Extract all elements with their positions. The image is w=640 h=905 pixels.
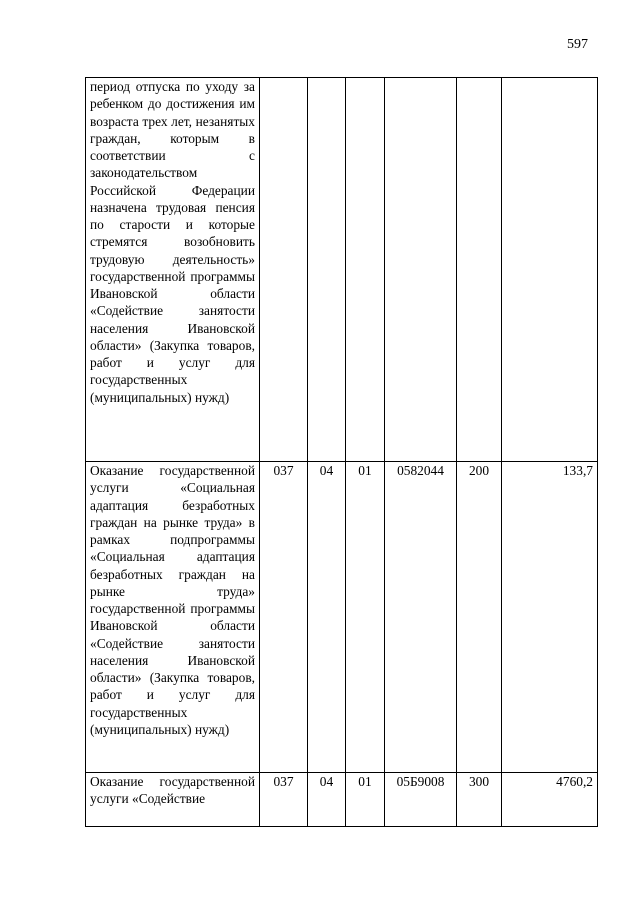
page-number: 597 xyxy=(567,37,588,52)
subsection-code: 01 xyxy=(346,773,385,827)
section-code: 04 xyxy=(308,462,346,773)
row-description: период отпуска по уходу за ребенком до достижения им возраста трех лет, незанятых граждан, которым в соответствии с законодательством Российской Федерации назначена трудовая пенсия по старости и которые стремятся возобновить трудовую деятельность» государственной программы Ивановской области «Содействие занятости населения Ивановской области» (Закупка товаров, работ и услуг для государственных (муниципальных) нужд) xyxy=(86,78,260,462)
subsection-code xyxy=(346,78,385,462)
ministry-code xyxy=(260,78,308,462)
amount xyxy=(502,78,598,462)
budget-table xyxy=(85,77,598,827)
row-description: Оказание государственной услуги «Социальная адаптация безработных граждан на рынке труда» в рамках подпрограммы «Социальная адаптация безработных граждан на рынке труда» государственной программы Ивановской области «Содействие занятости населения Ивановской области» (Закупка товаров, работ и услуг для государственных (муниципальных) нужд) xyxy=(86,462,260,773)
target-article-code: 05Б9008 xyxy=(385,773,457,827)
table-row xyxy=(86,78,598,462)
target-article-code xyxy=(385,78,457,462)
subsection-code: 01 xyxy=(346,462,385,773)
section-code xyxy=(308,78,346,462)
expense-type-code: 300 xyxy=(457,773,502,827)
row-description: Оказание государственной услуги «Содействие xyxy=(86,773,260,827)
target-article-code: 0582044 xyxy=(385,462,457,773)
table-row xyxy=(86,773,598,827)
section-code: 04 xyxy=(308,773,346,827)
ministry-code: 037 xyxy=(260,773,308,827)
amount: 4760,2 xyxy=(502,773,598,827)
expense-type-code xyxy=(457,78,502,462)
expense-type-code: 200 xyxy=(457,462,502,773)
amount: 133,7 xyxy=(502,462,598,773)
ministry-code: 037 xyxy=(260,462,308,773)
table-row xyxy=(86,462,598,773)
